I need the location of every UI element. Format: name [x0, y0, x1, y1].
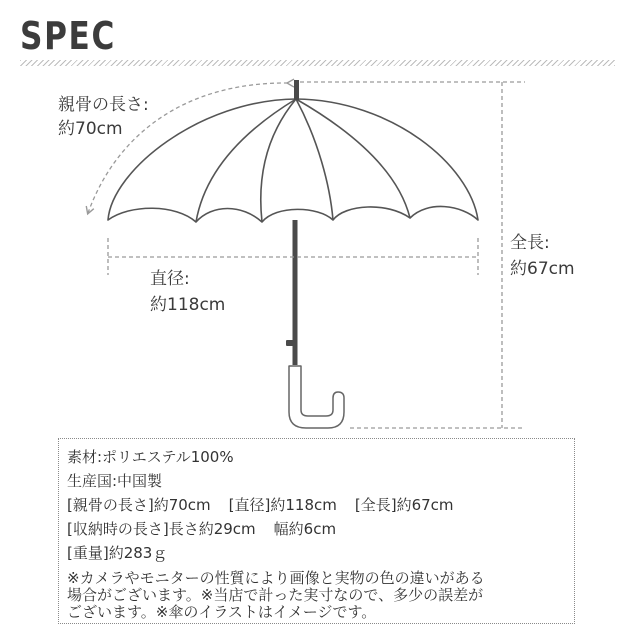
- diameter-value: 約118cm: [150, 295, 226, 315]
- diameter-label: 直径:: [150, 269, 190, 289]
- spec-material: 素材:ポリエステル100%: [67, 448, 234, 466]
- spec-folded-width: 幅約6cm: [273, 520, 337, 538]
- spec-origin: 生産国:中国製: [67, 472, 163, 490]
- spec-dimensions-row: [67, 493, 566, 517]
- spec-note-line: 場合がございます。※当店で計った実寸なので、多少の誤差が: [67, 586, 484, 604]
- spec-folded-length: [収納時の長さ]長さ約29cm: [67, 520, 256, 538]
- spec-box: [58, 438, 575, 624]
- rib-length-label: 親骨の長さ:: [58, 95, 149, 115]
- spec-note-line: ございます。※傘のイラストはイメージです。: [67, 603, 377, 621]
- umbrella-canopy: [108, 99, 478, 222]
- umbrella-handle: [289, 366, 344, 428]
- shaft-runner: [286, 340, 294, 346]
- spec-rib-length: [親骨の長さ]約70cm: [67, 496, 211, 514]
- spec-weight: [重量]約283ｇ: [67, 544, 168, 562]
- section-title: SPEC: [20, 14, 117, 58]
- umbrella-tip: [294, 80, 299, 100]
- spec-note-line: ※カメラやモニターの性質により画像と実物の色の違いがある: [67, 569, 485, 587]
- spec-folded-row: [67, 517, 566, 541]
- rib-length-value: 約70cm: [58, 119, 123, 139]
- spec-diameter: [直径]約118cm: [228, 496, 337, 514]
- spec-total-length: [全長]約67cm: [354, 496, 454, 514]
- total-length-value: 約67cm: [510, 259, 575, 279]
- total-length-label: 全長:: [510, 233, 550, 253]
